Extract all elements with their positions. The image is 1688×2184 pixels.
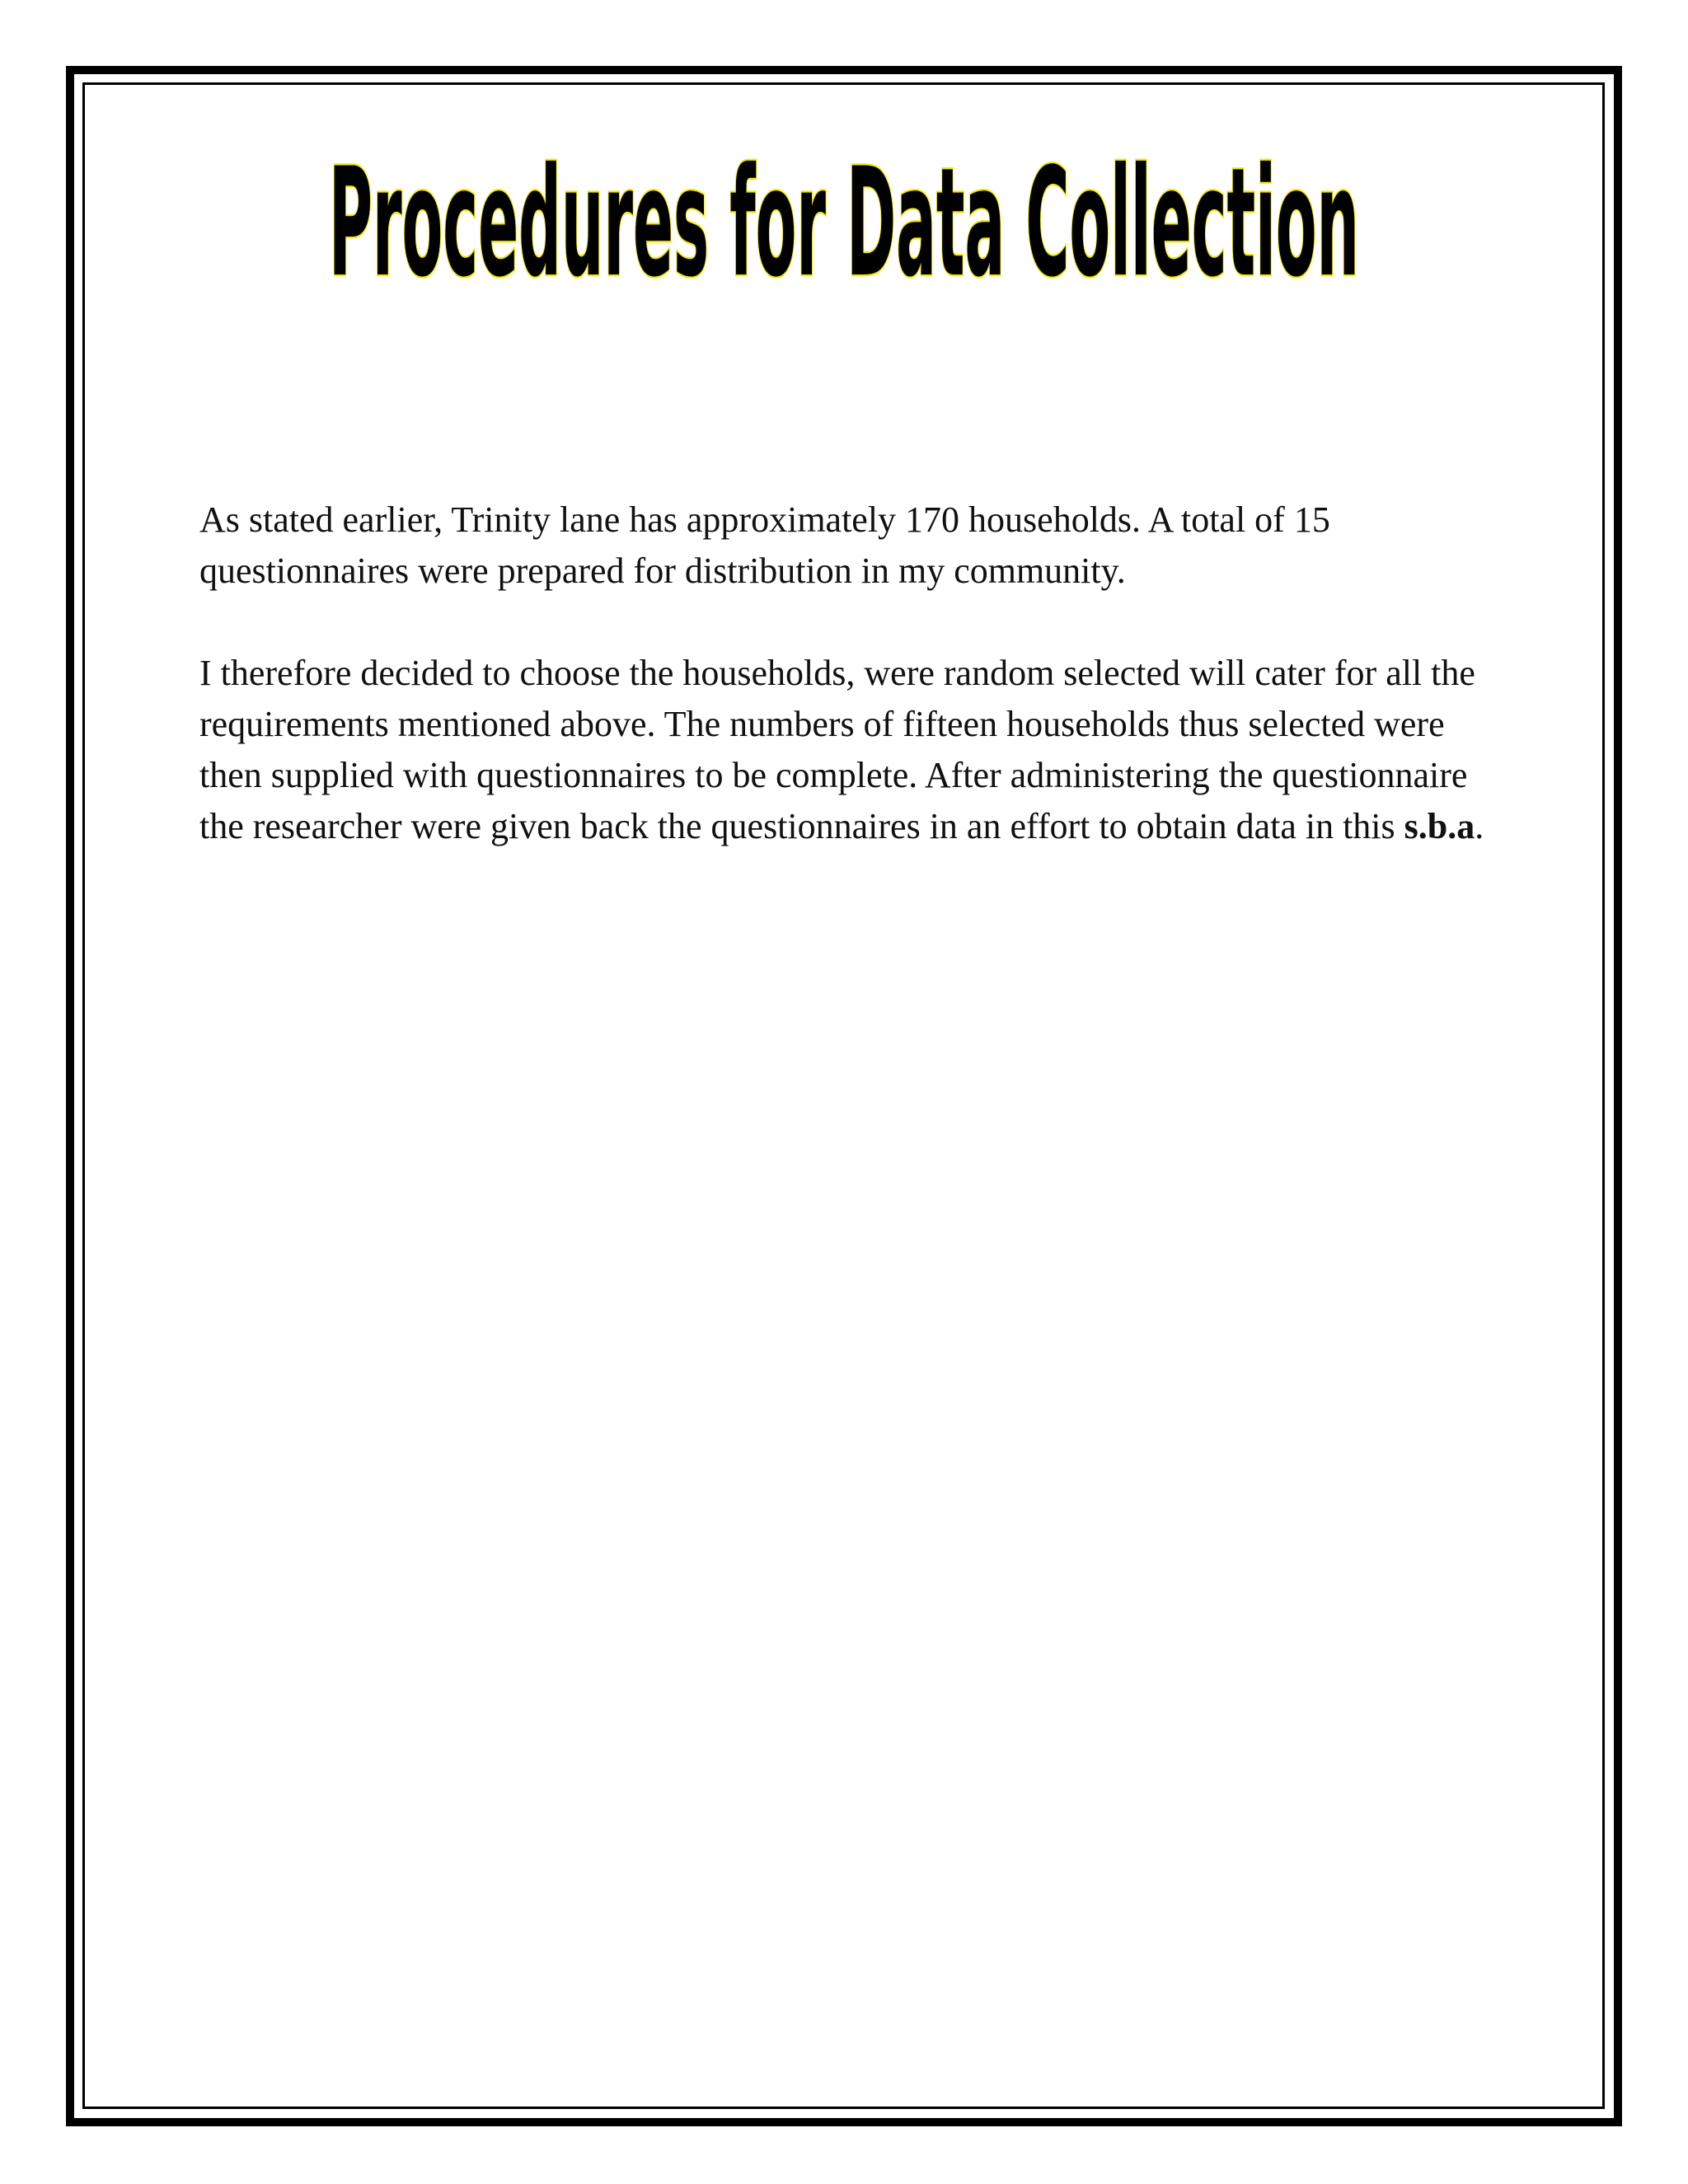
- page-title: [0, 138, 1688, 353]
- paragraph-method: [199, 648, 1485, 852]
- sba-abbreviation: s.b.a: [1404, 806, 1475, 846]
- paragraph-method-end: .: [1475, 806, 1484, 846]
- wordart-title: [0, 138, 1688, 353]
- paragraph-method-text: I therefore decided to choose the households, were random selected will cater for all the requirements mentioned above. The numbers of fifteen households thus selected were then supplied with questionnaires to be complete. After administering the questionnaire the researcher were given back the questionnaires in an effort to obtain data in this: [199, 653, 1475, 846]
- page-title-text: Procedures for Data Collection: [328, 138, 1359, 311]
- body-content: [199, 494, 1485, 903]
- page-border-inner: [82, 82, 1605, 2109]
- paragraph-intro-text: As stated earlier, Trinity lane has approximately 170 households. A total of 15 questionnaires were prepared for distribution in my community.: [199, 499, 1330, 591]
- paragraph-intro: [199, 494, 1485, 597]
